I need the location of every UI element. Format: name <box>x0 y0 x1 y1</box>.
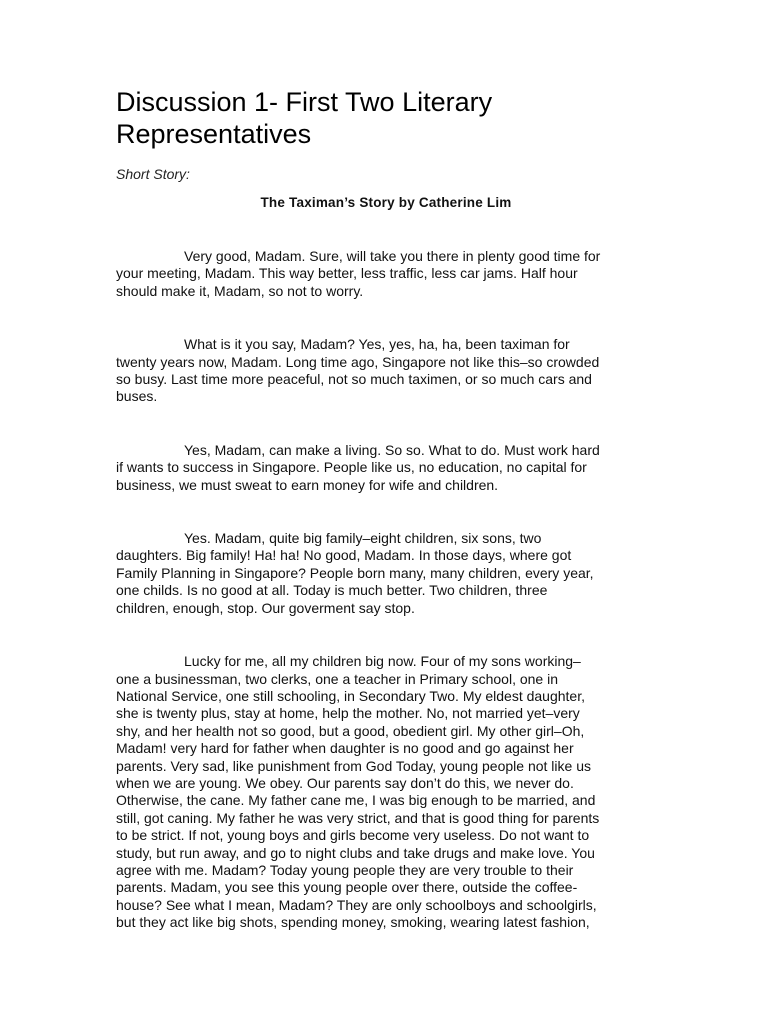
paragraph-line: if wants to success in Singapore. People like us, no education, no capital for <box>116 459 587 476</box>
paragraph-line: daughters. Big family! Ha! ha! No good, Madam. In those days, where got <box>116 547 572 564</box>
paragraph-line: Otherwise, the cane. My father cane me, I was big enough to be married, and <box>116 792 596 809</box>
paragraph-line: parents. Very sad, like punishment from God Today, young people not like us <box>116 757 591 774</box>
paragraph-line: Yes, Madam, can make a living. So so. What to do. Must work hard <box>184 441 600 458</box>
paragraph-line: your meeting, Madam. This way better, less traffic, less car jams. Half hour <box>116 265 578 282</box>
document-title <box>116 86 656 150</box>
paragraph-line: parents. Madam, you see this young people over there, outside the coffee- <box>116 879 578 896</box>
paragraph-line: shy, and her health not so good, but a good, obedient girl. My other girl–Oh, <box>116 722 585 739</box>
paragraph-line: business, we must sweat to earn money for wife and children. <box>116 476 499 493</box>
paragraph-line: should make it, Madam, so not to worry. <box>116 282 364 299</box>
story-paragraph <box>116 336 656 406</box>
paragraph-line: to be strict. If not, young boys and girls become very useless. Do not want to <box>116 827 590 844</box>
paragraph-line: so busy. Last time more peaceful, not so much taximen, or so much cars and <box>116 371 592 388</box>
section-subtitle: Short Story: <box>116 166 190 182</box>
paragraph-line: Yes. Madam, quite big family–eight children, six sons, two <box>184 530 542 547</box>
document-title-line-2: Representatives <box>116 119 312 149</box>
paragraph-line: she is twenty plus, stay at home, help the mother. No, not married yet–very <box>116 705 580 722</box>
paragraph-line: National Service, one still schooling, in Secondary Two. My eldest daughter, <box>116 687 585 704</box>
paragraph-line: Madam! very hard for father when daughter is no good and go against her <box>116 740 574 757</box>
document-page <box>116 86 656 932</box>
story-paragraph <box>116 530 656 617</box>
story-title: The Taximan’s Story by Catherine Lim <box>260 195 512 210</box>
paragraph-line: What is it you say, Madam? Yes, yes, ha, ha, been taximan for <box>184 336 570 353</box>
paragraph-line: Family Planning in Singapore? People born many, many children, every year, <box>116 564 594 581</box>
paragraph-line: Lucky for me, all my children big now. Four of my sons working– <box>184 653 581 670</box>
paragraph-line: one childs. Is no good at all. Today is much better. Two children, three <box>116 582 548 599</box>
story-body <box>116 248 656 932</box>
paragraph-line: children, enough, stop. Our goverment say stop. <box>116 599 415 616</box>
paragraph-line: buses. <box>116 388 158 405</box>
paragraph-line: when we are young. We obey. Our parents say don’t do this, we never do. <box>116 774 574 791</box>
paragraph-line: but they act like big shots, spending money, smoking, wearing latest fashion, <box>116 914 590 931</box>
story-paragraph <box>116 442 656 494</box>
paragraph-line: agree with me. Madam? Today young people they are very trouble to their <box>116 861 574 878</box>
document-title-line-1: Discussion 1- First Two Literary <box>116 87 493 117</box>
paragraph-line: twenty years now, Madam. Long time ago, Singapore not like this–so crowded <box>116 353 600 370</box>
story-paragraph <box>116 653 656 932</box>
paragraph-line: still, got caning. My father he was very strict, and that is good thing for parents <box>116 809 600 826</box>
paragraph-line: study, but run away, and go to night clubs and take drugs and make love. You <box>116 844 595 861</box>
paragraph-line: Very good, Madam. Sure, will take you there in plenty good time for <box>184 248 601 264</box>
paragraph-line: house? See what I mean, Madam? They are only schoolboys and schoolgirls, <box>116 896 597 913</box>
story-paragraph <box>116 248 656 300</box>
paragraph-line: one a businessman, two clerks, one a teacher in Primary school, one in <box>116 670 559 687</box>
